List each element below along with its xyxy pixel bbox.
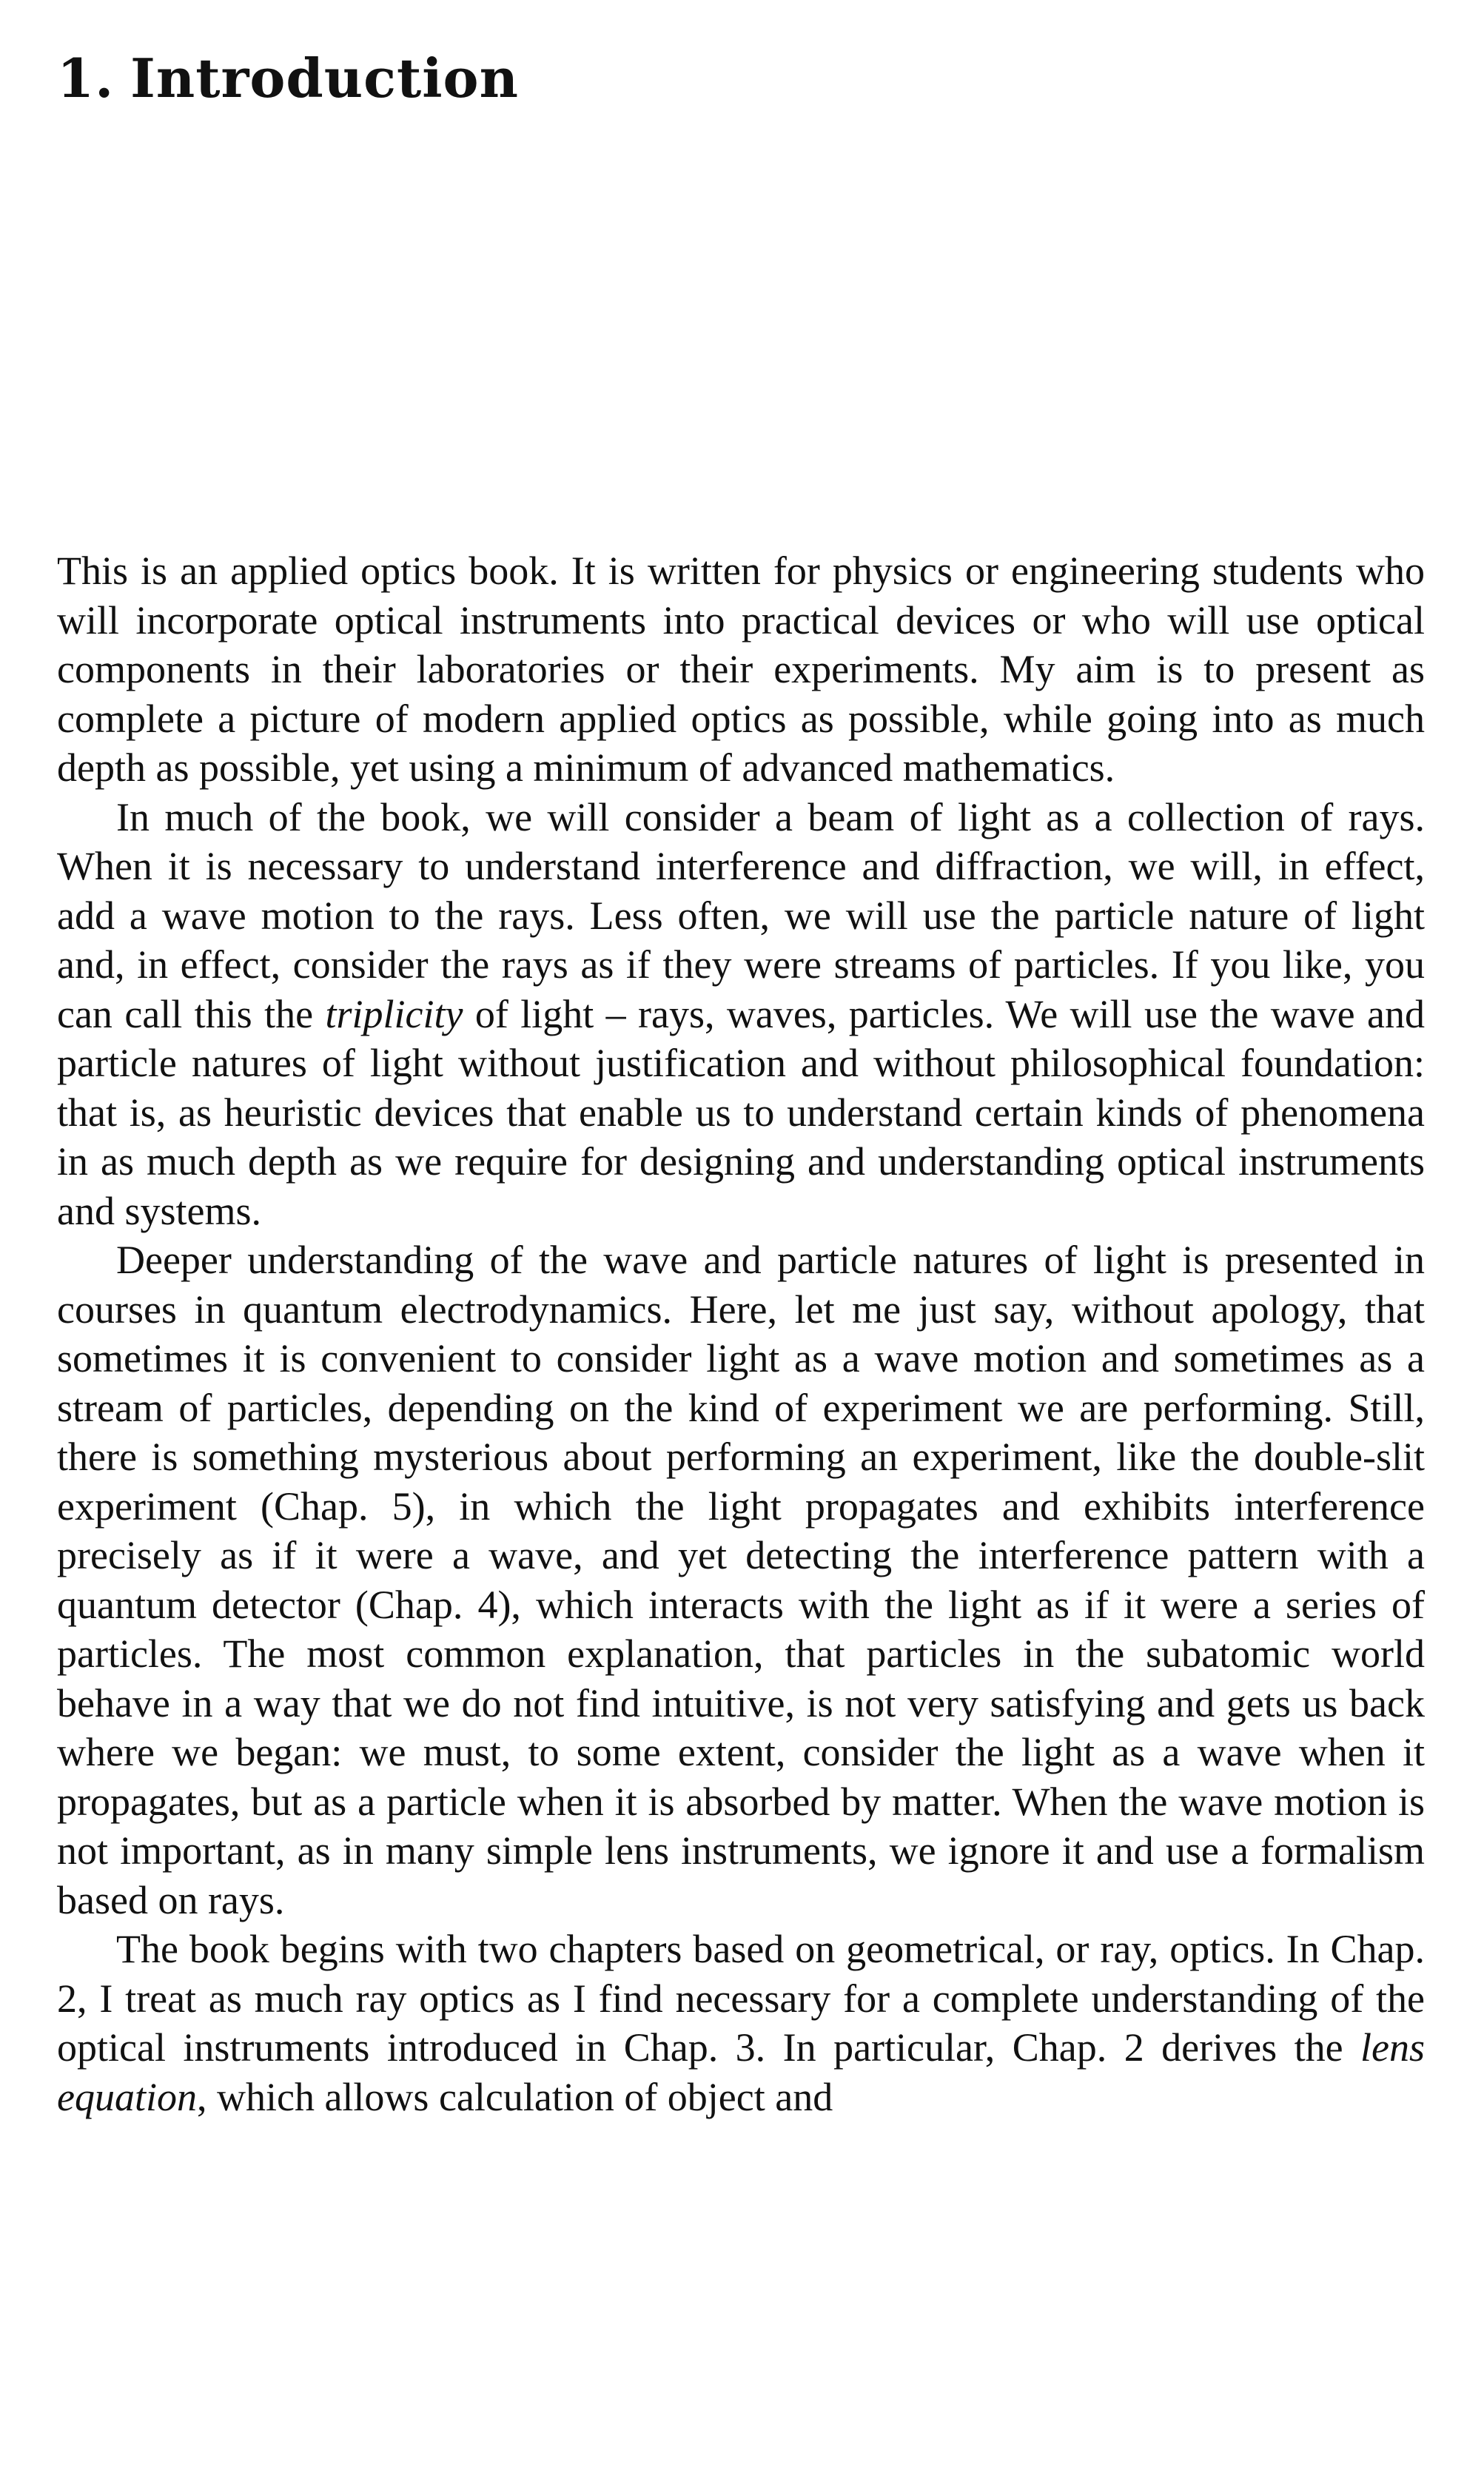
chapter-heading <box>57 43 519 114</box>
term-lens-equation: lens equation <box>57 2025 1425 2119</box>
paragraph-2-text-a: In much of the book, we will consider a beam of light as a collection of rays. When it is necessary to understand interference and diffraction, we will, in effect, add a wave motion to the rays. Less often, we will use the particle nature of light and, in effect, consider the rays as if they were streams of particles. If you like, you can call this the <box>57 794 1425 1036</box>
paragraph-3: Deeper understanding of the wave and particle natures of light is presented in courses in quantum electrodynamics. Here, let me just say, without apology, that sometimes it is convenient to consider light as a wave motion and sometimes as a stream of particles, depending on the kind of experiment we are performing. Still, there is something mysterious about performing an experiment, like the double-slit experiment (Chap. 5), in which the light propagates and exhibits interference precisely as if it were a wave, and yet detecting the interference pattern with a quantum detector (Chap. 4), which interacts with the light as if it were a series of particles. The most common explanation, that particles in the subatomic world behave in a way that we do not find intuitive, is not very satisfying and gets us back where we began: we must, to some extent, consider the light as a wave when it propagates, but as a particle when it is absorbed by matter. When the wave motion is not important, as in many simple lens instruments, we ignore it and use a formalism based on rays. <box>57 1238 1425 1922</box>
paragraph-2-text-b: of light – rays, waves, particles. We will use the wave and particle natures of light without justification and without philosophical foundation: that is, as heuristic devices that enable us to understand certain kinds of phenomena in as much depth as we require for designing and understanding optical instruments and systems. <box>57 991 1426 1233</box>
paragraph-1: This is an applied optics book. It is written for physics or engineering students who will incorporate optical instruments into practical devices or who will use optical components in their laboratories or their experiments. My aim is to present as complete a picture of modern applied optics as possible, while going into as much depth as possible, yet using a minimum of advanced mathematics. <box>57 549 1425 790</box>
term-triplicity: triplicity <box>325 991 463 1036</box>
paragraph-4-text-b: , which allows calculation of object and <box>196 2074 833 2119</box>
paragraph-2 <box>57 793 1425 1236</box>
chapter-number: 1. <box>57 47 115 110</box>
chapter-title: Introduction <box>130 47 519 110</box>
paragraph-4 <box>57 1925 1425 2121</box>
paragraph-4-text-a: The book begins with two chapters based on geometrical, or ray, optics. In Chap. 2, I treat as much ray optics as I find necessary for a complete understanding of the optical instruments introduced in Chap. 3. In particular, Chap. 2 derives the <box>57 1927 1425 2070</box>
chapter-body <box>57 546 1425 2121</box>
